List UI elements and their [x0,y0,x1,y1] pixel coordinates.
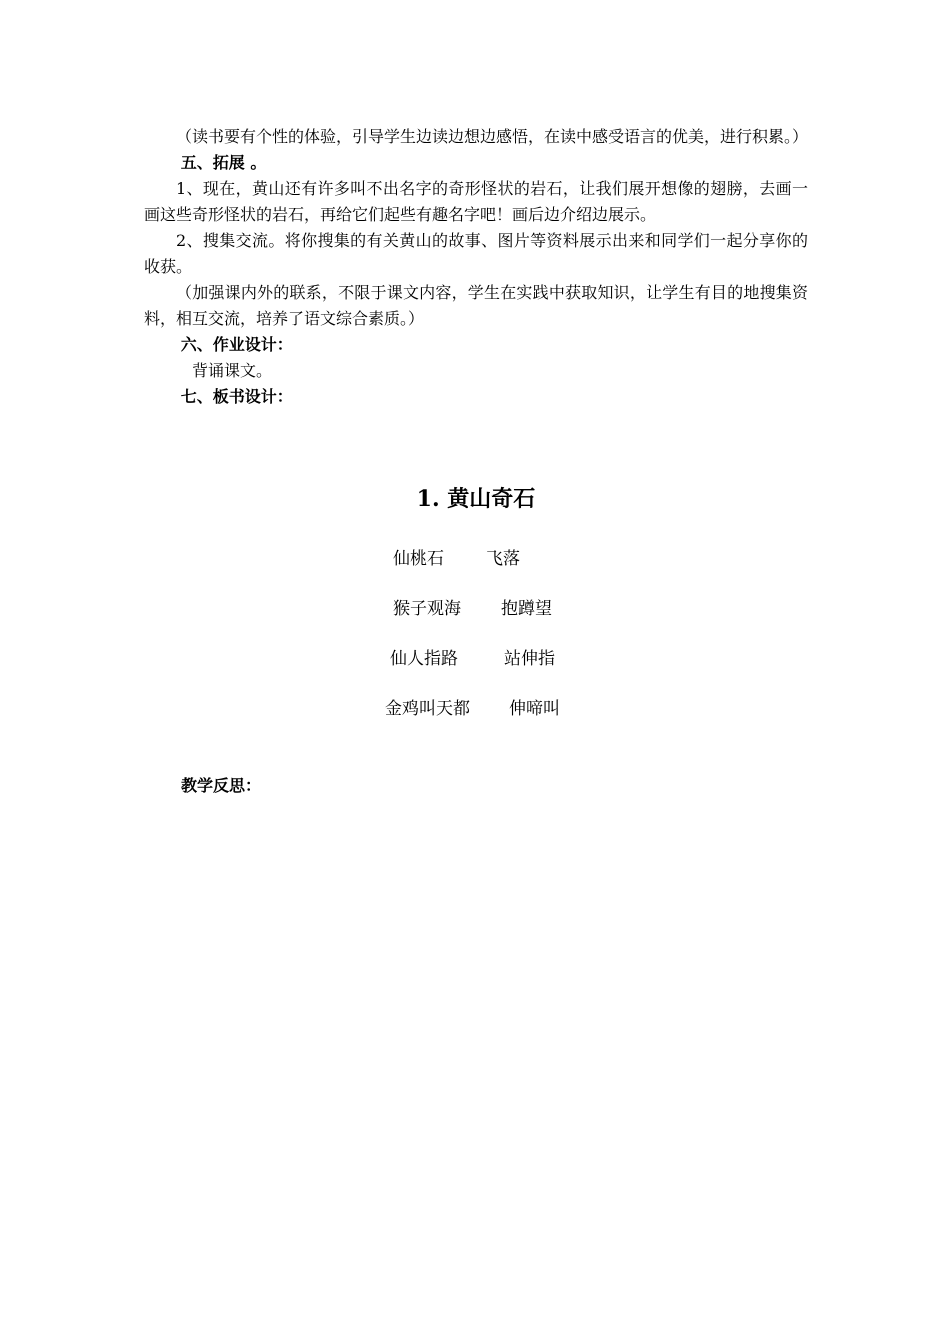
board-row-action: 飞落 [486,549,520,569]
board-row-action: 站伸指 [504,649,555,669]
board-title: 1. 黄山奇石 [416,486,536,512]
document-body [144,124,809,795]
board-row-stone: 金鸡叫天都 [385,699,470,719]
section-heading-homework: 六、作业设计： [180,335,293,354]
board-row [385,698,560,720]
teaching-reflection-label: 教学反思： [181,776,262,795]
extension-note-paragraph: （加强课内外的联系，不限于课文内容，学生在实践中获取知识，让学生有目的地搜集资料，相互交流，培养了语文综合素质。） [144,283,808,328]
section-heading-board: 七、板书设计： [180,387,293,406]
section-heading-extension: 五、拓展 。 [180,153,267,172]
reading-note-paragraph: （读书要有个性的体验，引导学生边读边想边感悟，在读中感受语言的优美，进行积累。） [176,127,809,146]
board-row-stone: 猴子观海 [393,599,461,619]
extension-item-2: 2、搜集交流。将你搜集的有关黄山的故事、图片等资料展示出来和同学们一起分享你的收获。 [144,231,808,276]
board-row-action: 伸啼叫 [509,699,560,719]
board-row-action: 抱蹲望 [501,599,552,619]
board-row [390,648,555,670]
extension-item-1: 1、现在，黄山还有许多叫不出名字的奇形怪状的岩石，让我们展开想像的翅膀，去画一画这些奇形怪状的岩石，再给它们起些有趣名字吧！画后边介绍边展示。 [144,179,808,224]
board-row-stone: 仙人指路 [390,649,458,669]
board-row-stone: 仙桃石 [393,549,444,569]
board-row [393,548,520,570]
board-row [393,598,552,620]
homework-text: 背诵课文。 [192,361,273,380]
